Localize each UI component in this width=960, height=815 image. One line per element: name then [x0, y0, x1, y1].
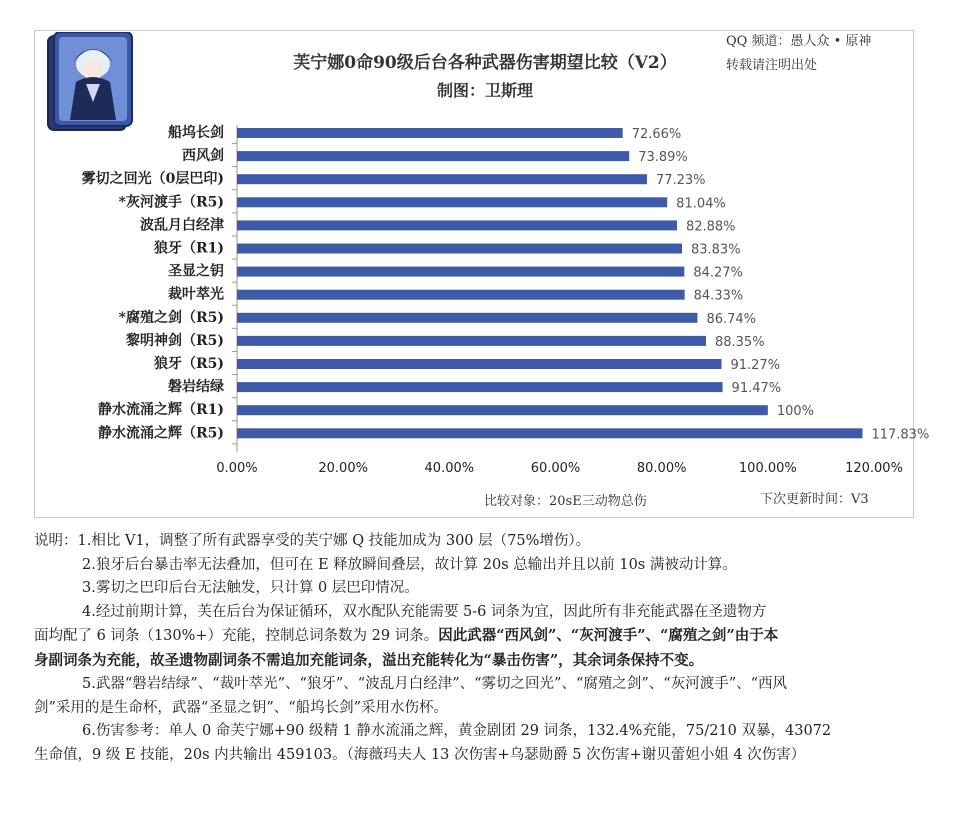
- bar: [237, 244, 682, 254]
- data-label: 91.27%: [730, 358, 781, 373]
- data-label: 82.88%: [685, 219, 736, 235]
- category-label: 狼牙（R5): [154, 356, 224, 372]
- category-label: 雾切之回光（0层巴印): [81, 171, 224, 188]
- data-label: 84.33%: [693, 288, 744, 304]
- bar: [237, 220, 677, 230]
- category-label: *腐殖之剑（R5): [118, 309, 224, 326]
- note-4-bold-cont: 身副词条为充能，故圣遗物副词条不需追加充能词条，溢出充能转化为“暴击伤害”，其余词条保持不变。: [34, 651, 704, 669]
- x-tick-label: 40.00%: [424, 461, 475, 476]
- data-label: 86.74%: [706, 311, 757, 327]
- note-4-line-1: 4.经过前期计算，芙在后台为保证循环，双水配队充能需要 5-6 词条为宜，因此所有非充能武器在圣遗物方: [82, 603, 767, 620]
- bar: [237, 290, 685, 300]
- category-label: 裁叶萃光: [168, 286, 224, 303]
- category-label: 圣显之钥: [168, 263, 224, 280]
- data-label: 100%: [776, 404, 815, 420]
- note-6-line-2: 生命值，9 级 E 技能，20s 内共输出 459103。（海薇玛夫人 13 次伤害+乌瑟勋爵 5 次伤害+谢贝蕾妲小姐 4 次伤害）: [34, 746, 806, 763]
- category-label: 西风剑: [182, 148, 224, 165]
- repost-notice: 转载请注明出处: [726, 58, 818, 73]
- bar: [237, 336, 706, 346]
- category-label: 磐岩结绿: [168, 379, 224, 396]
- data-label: 91.47%: [731, 381, 782, 397]
- bar: [237, 359, 721, 369]
- category-label: *灰河渡手（R5): [118, 194, 224, 211]
- qq-channel-credit: QQ 频道：愚人众 • 原神: [726, 34, 872, 49]
- data-label: 117.83%: [871, 427, 930, 443]
- category-label: 黎明神剑（R5): [126, 332, 224, 349]
- data-label: 83.83%: [690, 242, 741, 258]
- bar: [237, 267, 684, 277]
- note-4-normal: 面均配了 6 词条（130%+）充能，控制总词条数为 29 词条。: [34, 628, 439, 644]
- note-3: 3.雾切之巴印后台无法触发，只计算 0 层巴印情况。: [82, 580, 419, 596]
- x-tick-label: 0.00%: [216, 461, 258, 476]
- note-4-line-3: [34, 649, 924, 674]
- bar: [237, 128, 623, 138]
- data-label: 72.66%: [631, 127, 682, 142]
- bar: [237, 405, 768, 415]
- x-tick-label: 20.00%: [318, 461, 368, 476]
- data-label: 77.23%: [655, 173, 706, 189]
- category-label: 静水流涌之辉（R1): [98, 402, 224, 419]
- data-label: 73.89%: [638, 150, 688, 166]
- note-4-bold: 因此武器“西风剑”、“灰河渡手”、“腐殖之剑”由于本: [438, 627, 779, 644]
- category-label: 静水流涌之辉（R5): [98, 425, 224, 442]
- note-5-line-2: 剑”采用的是生命杯，武器“圣显之钥”、“船坞长剑”采用水伤杯。: [34, 699, 449, 716]
- category-label: 狼牙（R1): [154, 240, 224, 257]
- chart-title: 芙宁娜0命90级后台各种武器伤害期望比较（V2）: [293, 53, 677, 73]
- note-1: 说明：1.相比 V1，调整了所有武器享受的芙宁娜 Q 技能加成为 300 层（75%增伤）。: [34, 533, 591, 549]
- next-update: 下次更新时间：V3: [760, 492, 869, 507]
- note-2: 2.狼牙后台暴击率无法叠加，但可在 E 释放瞬间叠层，故计算 20s 总输出并且以前 10s 满被动计算。: [82, 556, 737, 573]
- x-tick-label: 80.00%: [636, 461, 687, 476]
- bar: [237, 428, 862, 438]
- data-label: 88.35%: [714, 334, 765, 350]
- bar: [237, 151, 629, 161]
- bar: [237, 382, 723, 392]
- chart-subtitle: 制图：卫斯理: [436, 81, 533, 100]
- category-label: 波乱月白经津: [140, 217, 224, 234]
- bar: [237, 174, 647, 184]
- data-label: 84.27%: [693, 265, 743, 281]
- x-tick-label: 120.00%: [845, 461, 903, 476]
- comparison-target: 比较对象：20sE三动物总伤: [484, 494, 647, 509]
- note-5-line-1: 5.武器“磐岩结绿”、“裁叶萃光”、“狼牙”、“波乱月白经津”、“雾切之回光”、“腐殖之剑”、“灰河渡手”、“西风: [82, 676, 788, 692]
- x-tick-label: 60.00%: [530, 461, 581, 476]
- bar: [237, 313, 697, 323]
- note-4-line-2: [34, 624, 924, 649]
- note-6-line-1: 6.伤害参考：单人 0 命芙宁娜+90 级精 1 静水流涌之辉，黄金剧团 29 词条，132.4%充能，75/210 双暴，43072: [82, 723, 832, 739]
- x-tick-label: 100.00%: [738, 461, 797, 476]
- category-label: 船坞长剑: [168, 125, 224, 141]
- bar: [237, 197, 667, 207]
- explanation-notes: [34, 530, 924, 767]
- data-label: 81.04%: [676, 196, 726, 212]
